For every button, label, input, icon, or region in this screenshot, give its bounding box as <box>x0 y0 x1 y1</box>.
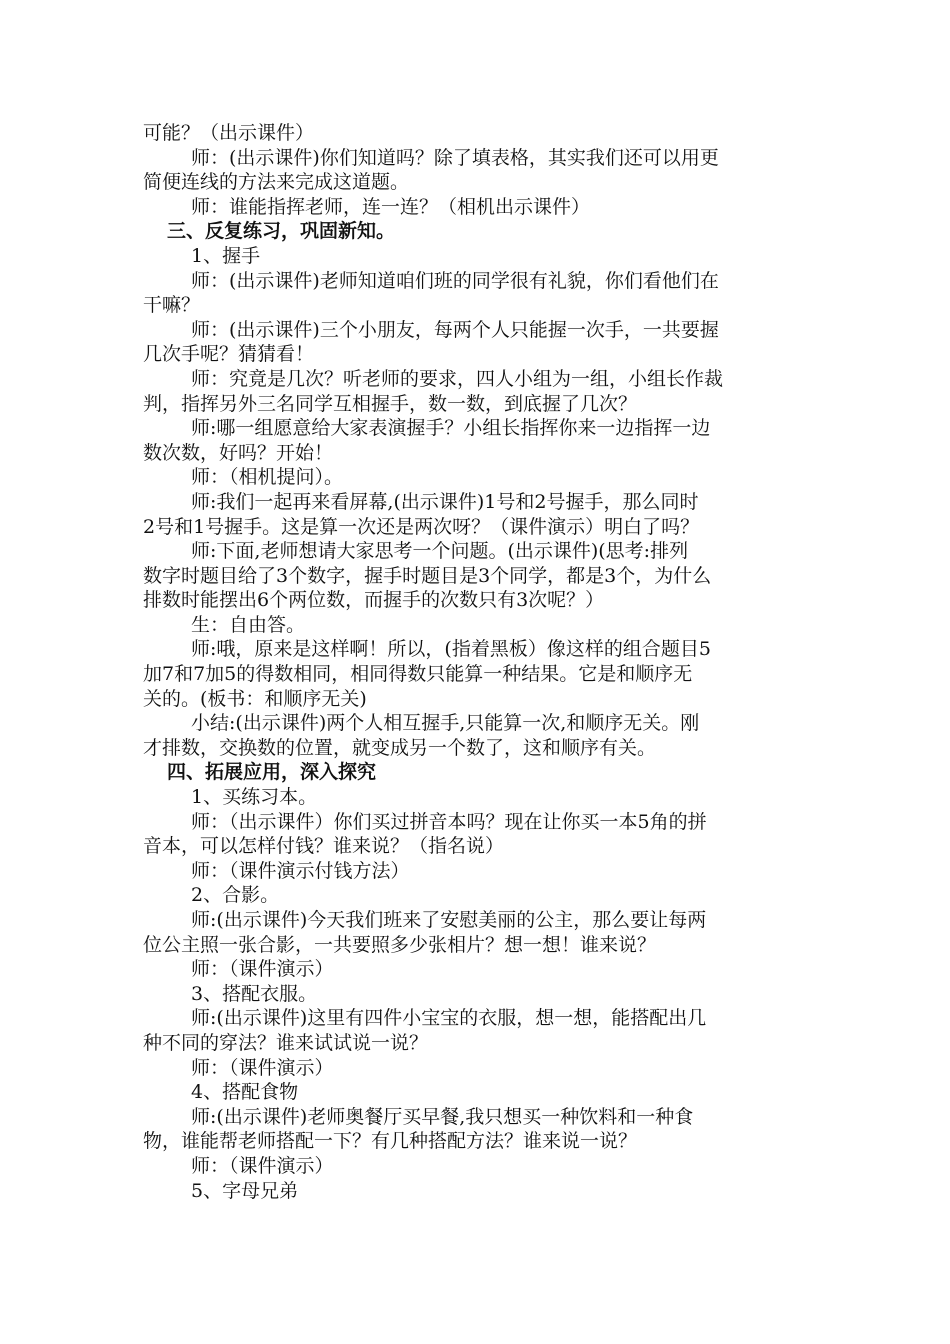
paragraph-line: 师：（相机提问）。 <box>191 466 344 489</box>
paragraph-line: 简便连线的方法来完成这道题。 <box>143 171 410 194</box>
paragraph-line: 2、合影。 <box>191 884 280 907</box>
paragraph-line: 几次手呢？猜猜看！ <box>143 343 315 366</box>
paragraph-line: 师：(出示课件)老师知道咱们班的同学很有礼貌，你们看他们在 <box>191 269 719 292</box>
paragraph-line: 生：自由答。 <box>191 613 306 636</box>
paragraph-line: 师：谁能指挥老师，连一连？（相机出示课件） <box>191 195 591 218</box>
paragraph-line: 加7和7加5的得数相同，相同得数只能算一种结果。它是和顺序无 <box>143 663 693 686</box>
paragraph-line: 数次数，好吗？开始！ <box>143 441 334 464</box>
paragraph-line: 师:(出示课件)这里有四件小宝宝的衣服，想一想，能搭配出几 <box>191 1007 707 1030</box>
paragraph-line: 师：（课件演示） <box>191 1056 334 1079</box>
section-heading: 四、拓展应用，深入探究 <box>167 761 377 784</box>
paragraph-line: 干嘛？ <box>143 294 201 317</box>
paragraph-line: 判，指挥另外三名同学互相握手，数一数，到底握了几次？ <box>143 392 638 415</box>
paragraph-line: 1、买练习本。 <box>191 786 318 809</box>
paragraph-line: 师:哪一组愿意给大家表演握手？小组长指挥你来一边指挥一边 <box>191 417 711 440</box>
paragraph-line: 师：（课件演示） <box>191 958 334 981</box>
section-heading: 三、反复练习，巩固新知。 <box>167 220 396 243</box>
paragraph-line: 关的。(板书：和顺序无关) <box>143 687 367 710</box>
paragraph-line: 音本，可以怎样付钱？谁来说？（指名说） <box>143 835 505 858</box>
paragraph-line: 排数时能摆出6个两位数，而握手的次数只有3次呢？） <box>143 589 605 612</box>
paragraph-line: 师：(出示课件)三个小朋友，每两个人只能握一次手，一共要握 <box>191 318 719 341</box>
paragraph-line: 小结:(出示课件)两个人相互握手,只能算一次,和顺序无关。刚 <box>191 712 700 735</box>
paragraph-line: 师:(出示课件)老师奥餐厅买早餐,我只想买一种饮料和一种食 <box>191 1105 694 1128</box>
paragraph-line: 师：（出示课件）你们买过拼音本吗？现在让你买一本5角的拼 <box>191 810 707 833</box>
paragraph-line: 师:哦，原来是这样啊！所以，(指着黑板）像这样的组合题目5 <box>191 638 711 661</box>
paragraph-line: 师:下面,老师想请大家思考一个问题。(出示课件)(思考:排列 <box>191 540 689 563</box>
paragraph-line: 数字时题目给了3个数字，握手时题目是3个同学，都是3个，为什么 <box>143 564 712 587</box>
paragraph-line: 4、搭配食物 <box>191 1081 299 1104</box>
paragraph-line: 师:我们一起再来看屏幕,(出示课件)1号和2号握手，那么同时 <box>191 490 699 513</box>
paragraph-line: 位公主照一张合影，一共要照多少张相片？想一想！谁来说？ <box>143 933 657 956</box>
document-body <box>143 121 811 1203</box>
paragraph-line: 3、搭配衣服。 <box>191 982 318 1005</box>
paragraph-line: 师：（课件演示） <box>191 1154 334 1177</box>
paragraph-line: 可能？（出示课件） <box>143 122 315 144</box>
paragraph-line: 才排数，交换数的位置，就变成另一个数了，这和顺序有关。 <box>143 736 657 759</box>
paragraph-line: 师:(出示课件)今天我们班来了安慰美丽的公主，那么要让每两 <box>191 909 707 931</box>
paragraph-line: 师：(出示课件)你们知道吗？除了填表格，其实我们还可以用更 <box>191 146 719 169</box>
paragraph-line: 1、握手 <box>191 244 261 267</box>
paragraph-line: 2号和1号握手。这是算一次还是两次呀？（课件演示）明白了吗？ <box>143 515 700 538</box>
paragraph-line: 师：究竟是几次？听老师的要求，四人小组为一组，小组长作裁 <box>191 367 724 390</box>
paragraph-line: 种不同的穿法？谁来试试说一说？ <box>143 1031 429 1054</box>
paragraph-line: 物，谁能帮老师搭配一下？有几种搭配方法？谁来说一说？ <box>143 1130 638 1153</box>
paragraph-line: 师：（课件演示付钱方法） <box>191 859 410 882</box>
paragraph-line: 5、字母兄弟 <box>191 1179 299 1202</box>
